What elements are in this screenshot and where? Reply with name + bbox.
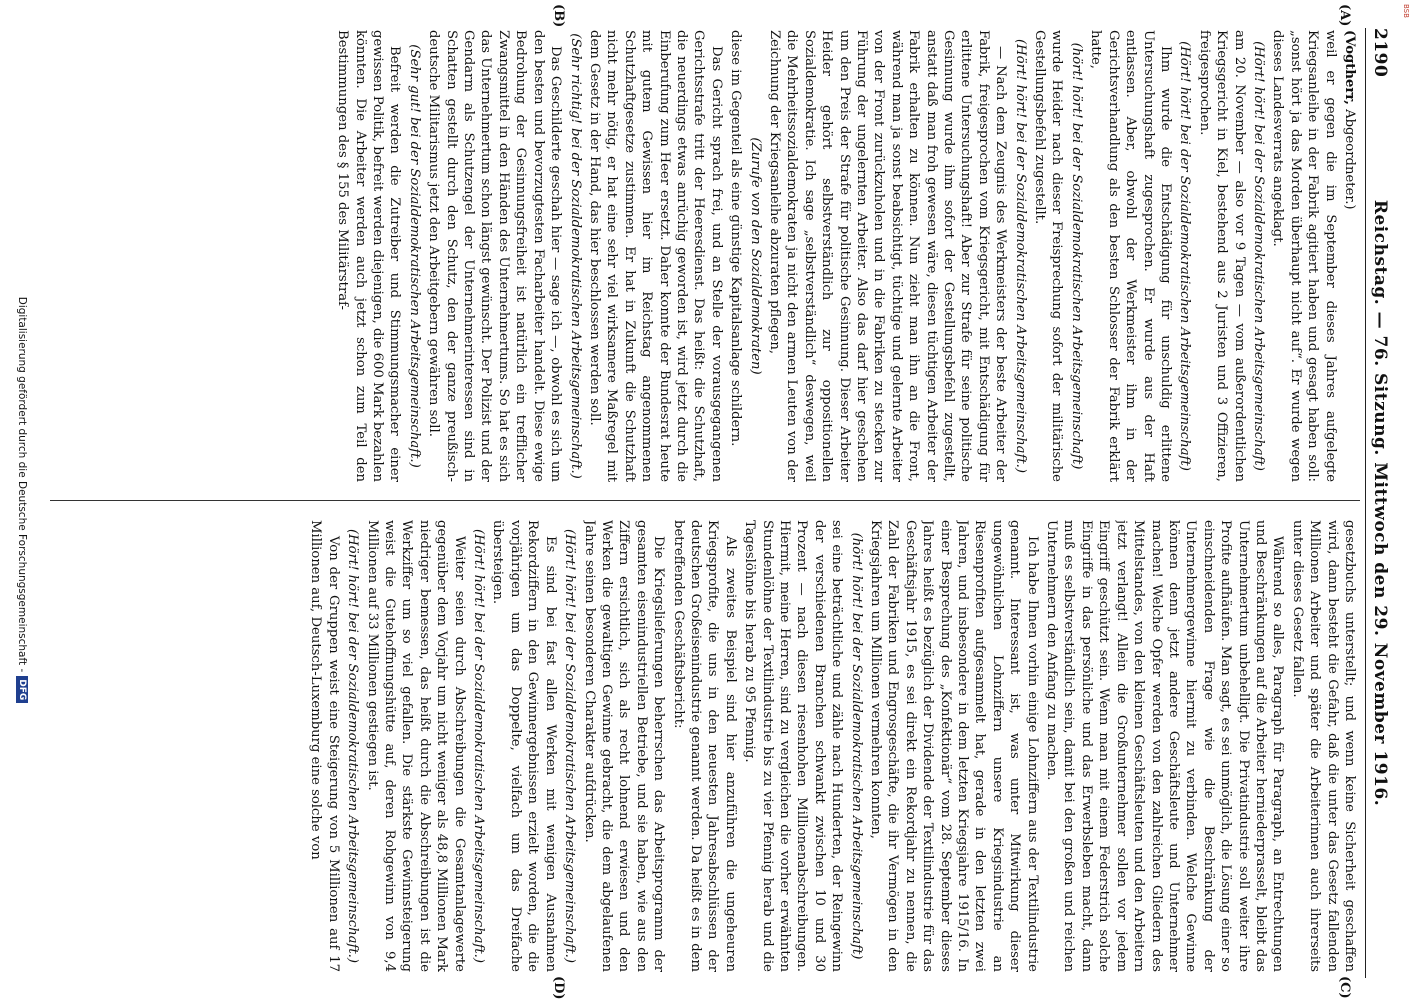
column-rule — [50, 500, 1360, 501]
quoted-paragraph: Es sind bei fast allen Werken mit wenigen Ausnahmen Rekordziffern in den Gewinnergebnissen erzielt worden, die die vorjährigen um das Doppelte, vielfach um das Dreifache übersteigen. — [490, 520, 558, 972]
paragraph: Weiter seien durch Abschreibungen die Gesamtanlagewerte gegenüber dem Vorjahr um nicht weniger als 48,8 Millionen Mark niedriger bemessen, das heißt durch die Abschreibungen ist die Werkziffer um so viel gefallen. Die stärkste Gewinnsteigerung weist die Gutehoffnungshütte auf, deren Rohgewinn von 9,4 Millionen auf 33 Millionen gestiegen ist. — [364, 520, 467, 972]
footer-text: Digitalisierung gefördert durch die Deutsche Forschungsgemeinschaft - — [16, 296, 28, 673]
interjection: (hört! hört! bei der Sozialdemokratischen Arbeitsgemeinschaft) — [1068, 42, 1084, 470]
margin-mark-a: (A) — [1337, 4, 1352, 27]
interjection: (hört! hört! bei der Sozialdemokratischen Arbeitsgemeinschaft) — [848, 532, 864, 960]
margin-mark-c: (C) — [1337, 976, 1352, 999]
interjection: (Sehr gut! bei der Sozialdemokratischen Arbeitsgemeinschaft.) — [406, 44, 422, 468]
paragraph: Als zweites Beispiel sind hier anzuführen die ungeheuren Kriegsprofite, die uns in den neuesten Jahresabschlüssen der deutschen Großeisenindustrie genannt werden. Da heißt es in dem betreffenden Geschäftsbericht: — [670, 520, 738, 972]
margin-mark-b: (B) — [551, 4, 566, 28]
page-number: 2190 — [1370, 28, 1390, 78]
speaker-role: Abgeordneter.) — [1342, 109, 1357, 210]
interjection: (Hört! hört! bei der Sozialdemokratischen Arbeitsgemeinschaft.) — [562, 529, 578, 963]
paragraph: Von der Gruppen weist eine Steigerung von 5 Millionen auf 17 Millionen auf, Deutsch-Luxemburg eine solche von — [308, 520, 341, 972]
page-title: Reichstag. — 76. Sitzung. Mittwoch den 29. November 1916. — [1370, 199, 1390, 807]
speaker-name: (Vogtherr, — [1342, 30, 1357, 105]
paragraph: Das Geschilderte geschah hier — sage ich —, obwohl es sich um den besten und bevorzugtesten Facharbeiter handelt. Diese ewige Bedrohung der Gesinnungsfreiheit ist natürlich ein trefflicher Zwangsmittel in den Händen des Unternehmertums. So hat es sich das Unternehmertum schon längst gewünscht. Der Polizist und der Gendarm als Schutzengel der Unternehmerinteressen sind in Schatten gestellt durch den Schutz, den der ganze preußisch-deutsche Militarismus jetzt den Arbeitgebern gewähren soll. — [426, 30, 564, 482]
right-column — [48, 520, 1358, 972]
library-mark: BSB — [1402, 4, 1410, 18]
paragraph: gesetzbuchs unterstellt; und wenn keine Sicherheit geschaffen wird, dann besteht die Gefahr, daß die unter das Gesetz fallenden Millionen Arbeiter und später die Arbeiterinnen auch ihrerseits unter dieses Gesetz fallen. — [1289, 520, 1357, 972]
paragraph: Befreit werden die Zutreiber und Stimmungsmacher einer gewissen Politik, befreit werden diejenigen, die 600 Mark bezahlen könnten. Die Arbeiter werden auch jetzt schon zum Teil den Bestimmungen des § 155 des Militärstraf- — [335, 30, 403, 482]
quoted-paragraph: Die Kriegslieferungen beherrschen das Arbeitsprogramm der gesamten eisenindustriellen Betriebe, und sie haben, wie aus den Ziffern ersichtlich, sich als recht lohnend erwiesen und den Werken die gewaltigen Gewinne gebracht, die dem abgelaufenen Jahre seinen besonderen Charakter aufdrücken. — [581, 520, 667, 972]
paragraph: diese im Gegenteil als eine günstige Kapitalsanlage schildern. — [728, 30, 744, 447]
paragraph: Das Gericht sprach frei, und an Stelle der vorausgegangenen Gerichtsstrafe tritt der Heeresdienst. Das heißt: die Schutzhaft, die neuerdings etwas anrüchig geworden ist, wird jetzt durch die Einberufung zum Heer ersetzt. Daher konnte der Bundesrat heute mit gutem Gewissen hier im Reichstag angenommenen Schutzhaftgesetze zustimmen. Er hat in Zukunft die Schutzhaft nicht mehr nötig, er hat eine sehr viel wirksamere Maßregel mit dem Gesetz in der Hand, das hier beschlossen werden soll. — [586, 30, 724, 482]
interjection: (Hört! hört! bei der Sozialdemokratischen Arbeitsgemeinschaft) — [1250, 41, 1266, 471]
margin-mark-d: (D) — [551, 976, 566, 1000]
interjection: (Hört! hört! bei der Sozialdemokratischen Arbeitsgemeinschaft.) — [1012, 39, 1028, 473]
paragraph: Ihm wurde die Entschädigung für unschuldig erlittene Untersuchungshaft zugesprochen. Er wurde aus der Haft entlassen. Aber, obwohl der Werkmeister ihm in der Gerichtsverhandlung als den besten Schlosser der Fabrik erklärt hatte, — [1088, 30, 1173, 482]
speaker-line — [1341, 30, 1358, 482]
paragraph: weil er gegen die im September dieses Jahres aufgelegte Kriegsanleihe in der Fabrik agitiert haben und gesagt haben soll: „sonst hört ja das Morden überhaupt nicht auf“. Er wurde wegen dieses Landesverrats angeklagt. — [1270, 30, 1338, 482]
paragraph: — Nach dem Zeugnis des Werkmeisters der beste Arbeiter der Fabrik, freigesprochen vom Kriegsgericht, mit Entschädigung für erlittene Untersuchungshaft! Aber zur Strafe für seine politische Gesinnung wurde ihm sofort der Gestellungsbefehl zugestellt, anstatt daß man froh gewesen wäre, diesen tüchtigen Arbeiter der Fabrik erhalten zu können. Nun zieht man ihn an die Front, während man ja sonst beabsichtigt, tüchtige und gelernte Arbeiter von der Front zurückzuholen und in die Fabriken zu stecken zur Führung der ungelernten Arbeiter. Also das darf hier geschehen um den Preis der Strafe für politische Gesinnung. Dieser Arbeiter Heider gehört selbstverständlich zur oppositionellen Sozialdemokratie. Ich sage „selbstverständlich“ deswegen, weil die Mehrheitssozialdemokraten ja nicht den armen Leuten von der Zeichnung der Kriegsanleihe abzuraten pflegen, — [767, 30, 1009, 482]
interjection: (Hört! hört! bei der Sozialdemokratischen Arbeitsgemeinschaft) — [1177, 41, 1193, 471]
page-header — [1365, 28, 1392, 978]
paragraph: sei eine beträchtliche und zähle nach Hunderten, der Reingewinn der verschiedenen Branchen schwankt zwischen 10 und 30 Prozent — nach diesen riesenhohen Millionenabschreibungen. Hiermit, meine Herren, sind zu vergleichen die vorher erwähnten Stundenlöhne der Textilindustrie bis zu vier Pfennig herab und die Tageslöhne bis herab zu 95 Pfennig. — [742, 520, 845, 972]
paragraph: wurde Heider nach dieser Freisprechung sofort der militärische Gestellungsbefehl zugestellt. — [1032, 30, 1065, 482]
paragraph: am 20. November — also vor 9 Tagen — vom außerordentlichen Kriegsgericht in Kiel, bestehend aus 2 Juristen und 3 Offizieren, freigesprochen. — [1196, 30, 1247, 482]
interjection: (Zurufe von den Sozialdemokraten) — [747, 137, 763, 375]
left-column — [48, 30, 1358, 482]
interjection: (Sehr richtig! bei der Sozialdemokratischen Arbeitsgemeinschaft.) — [567, 33, 583, 479]
paragraph: Während so alles, Paragraph für Paragraph, an Entrechtungen und Beschränkungen auf die Arbeiter herniederprasselt, bleibt das Unternehmertum unbehelligt. Die Privatindustrie soll weiter ihre Profite aufhäufen. Man sagt, es sei unmöglich, die Lösung einer so einschneidenden Frage wie die Beschränkung der Unternehmergewinne hiermit zu verbinden. Welche Gewinne können denn jetzt andere Geschäftsleute und Unternehmer machen! Welche Opfer werden von den zahlreichen Gliedern des Mittelstandes, von den kleinen Geschäftsleuten und den Arbeitern jetzt verlangt! Allein die Großunternehmer sollen vor jedem Eingriff geschützt sein. Wenn man mit einem Federstrich solche Eingriffe in das persönliche und das Erwerbsleben macht, dann muß es selbstverständlich sein, damit bei den großen und reichen Unternehmern den Anfang zu machen. — [1044, 520, 1286, 972]
interjection: (Hört! hört! bei der Sozialdemokratischen Arbeitsgemeinschaft.) — [471, 529, 487, 963]
dfg-logo: DFG — [16, 676, 28, 703]
interjection: (Hört! hört! bei der Sozialdemokratischen Arbeitsgemeinschaft.) — [345, 529, 361, 963]
digitization-footer — [8, 0, 28, 1000]
paragraph: Ich habe Ihnen vorhin einige Lohnziffern aus der Textilindustrie genannt. Interessant ist, was unter Mitwirkung dieser ungewöhnlichen Lohnziffern unsere Kriegsindustrie an Riesenprofiten aufgesammelt hat, gerade in den letzten zwei Jahren, und insbesondere in dem letzten Kriegsjahre 1915/16. In einer Besprechung des „Konfektionär“ vom 28. September dieses Jahres heißt es bezüglich der Dividende der Textilindustrie für das Geschäftsjahr 1915, es sei direkt ein Rekordjahr zu nennen, die Zahl der Fabriken und Engrosgeschäfte, die ihr Vermögen in den Kriegsjahren um Millionen vermehren konnten, — [868, 520, 1040, 972]
